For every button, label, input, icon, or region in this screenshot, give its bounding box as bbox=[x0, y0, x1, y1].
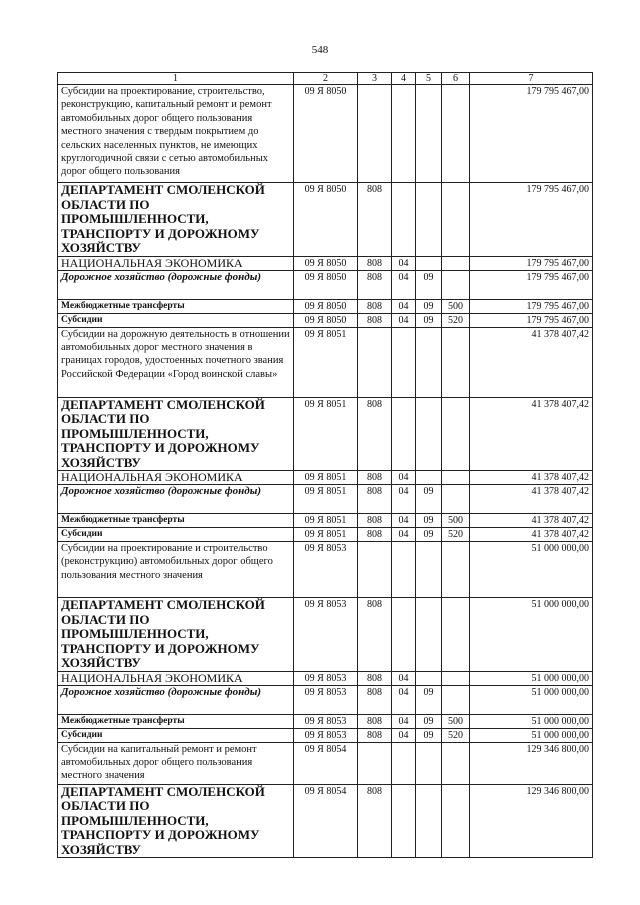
row-section-cell: 04 bbox=[392, 313, 416, 327]
row-section-cell: 04 bbox=[392, 514, 416, 528]
row-csr-cell: 09 Я 8053 bbox=[294, 671, 358, 685]
table-row bbox=[58, 528, 593, 542]
row-section-cell bbox=[392, 327, 416, 397]
row-amount-cell: 129 346 800,00 bbox=[470, 742, 593, 784]
column-header-expense-type: 6 bbox=[442, 73, 470, 85]
row-subsection-cell: 09 bbox=[416, 528, 442, 542]
row-name-cell: ДЕПАРТАМЕНТ СМОЛЕНСКОЙ ОБЛАСТИ ПО ПРОМЫШЛЕННОСТИ, ТРАНСПОРТУ И ДОРОЖНОМУ ХОЗЯЙСТВУ bbox=[58, 598, 294, 672]
row-expense-type-cell: 520 bbox=[442, 728, 470, 742]
row-amount-cell: 129 346 800,00 bbox=[470, 784, 593, 858]
row-amount-cell: 179 795 467,00 bbox=[470, 270, 593, 299]
row-expense-type-cell: 520 bbox=[442, 528, 470, 542]
table-row bbox=[58, 514, 593, 528]
row-expense-type-cell bbox=[442, 256, 470, 270]
row-expense-type-cell bbox=[442, 471, 470, 485]
row-subsection-cell bbox=[416, 397, 442, 471]
row-name-cell: Субсидии bbox=[58, 728, 294, 742]
row-section-cell: 04 bbox=[392, 299, 416, 313]
row-section-cell bbox=[392, 784, 416, 858]
row-section-cell bbox=[392, 397, 416, 471]
row-grbs-cell: 808 bbox=[358, 485, 392, 514]
row-expense-type-cell: 500 bbox=[442, 514, 470, 528]
row-expense-type-cell bbox=[442, 85, 470, 183]
row-csr-cell: 09 Я 8050 bbox=[294, 270, 358, 299]
row-name-cell: ДЕПАРТАМЕНТ СМОЛЕНСКОЙ ОБЛАСТИ ПО ПРОМЫШЛЕННОСТИ, ТРАНСПОРТУ И ДОРОЖНОМУ ХОЗЯЙСТВУ bbox=[58, 183, 294, 257]
column-header-subsection: 5 bbox=[416, 73, 442, 85]
table-row bbox=[58, 85, 593, 183]
row-subsection-cell bbox=[416, 471, 442, 485]
row-grbs-cell: 808 bbox=[358, 714, 392, 728]
row-amount-cell: 51 000 000,00 bbox=[470, 728, 593, 742]
table-row bbox=[58, 784, 593, 858]
row-subsection-cell: 09 bbox=[416, 714, 442, 728]
row-subsection-cell: 09 bbox=[416, 299, 442, 313]
row-grbs-cell bbox=[358, 542, 392, 598]
table-row bbox=[58, 685, 593, 714]
row-csr-cell: 09 Я 8053 bbox=[294, 728, 358, 742]
row-subsection-cell: 09 bbox=[416, 728, 442, 742]
row-expense-type-cell bbox=[442, 542, 470, 598]
table-row bbox=[58, 270, 593, 299]
row-section-cell bbox=[392, 598, 416, 672]
row-section-cell: 04 bbox=[392, 671, 416, 685]
column-header-section: 4 bbox=[392, 73, 416, 85]
row-name-cell: НАЦИОНАЛЬНАЯ ЭКОНОМИКА bbox=[58, 671, 294, 685]
row-subsection-cell bbox=[416, 671, 442, 685]
row-csr-cell: 09 Я 8051 bbox=[294, 528, 358, 542]
row-name-cell: НАЦИОНАЛЬНАЯ ЭКОНОМИКА bbox=[58, 471, 294, 485]
row-grbs-cell bbox=[358, 85, 392, 183]
budget-table bbox=[57, 72, 593, 858]
row-csr-cell: 09 Я 8050 bbox=[294, 85, 358, 183]
row-section-cell bbox=[392, 85, 416, 183]
row-grbs-cell: 808 bbox=[358, 270, 392, 299]
row-section-cell: 04 bbox=[392, 471, 416, 485]
row-subsection-cell bbox=[416, 183, 442, 257]
row-csr-cell: 09 Я 8051 bbox=[294, 485, 358, 514]
row-section-cell bbox=[392, 742, 416, 784]
row-section-cell: 04 bbox=[392, 485, 416, 514]
row-csr-cell: 09 Я 8051 bbox=[294, 514, 358, 528]
row-name-cell: Дорожное хозяйство (дорожные фонды) bbox=[58, 270, 294, 299]
row-csr-cell: 09 Я 8050 bbox=[294, 256, 358, 270]
row-expense-type-cell bbox=[442, 183, 470, 257]
row-csr-cell: 09 Я 8050 bbox=[294, 313, 358, 327]
row-subsection-cell: 09 bbox=[416, 270, 442, 299]
row-grbs-cell: 808 bbox=[358, 514, 392, 528]
row-grbs-cell: 808 bbox=[358, 299, 392, 313]
row-grbs-cell: 808 bbox=[358, 256, 392, 270]
row-grbs-cell: 808 bbox=[358, 784, 392, 858]
page-number: 548 bbox=[311, 44, 329, 56]
table-row bbox=[58, 256, 593, 270]
row-amount-cell: 41 378 407,42 bbox=[470, 485, 593, 514]
row-name-cell: Дорожное хозяйство (дорожные фонды) bbox=[58, 685, 294, 714]
row-section-cell: 04 bbox=[392, 270, 416, 299]
row-csr-cell: 09 Я 8050 bbox=[294, 299, 358, 313]
row-grbs-cell: 808 bbox=[358, 598, 392, 672]
row-name-cell: НАЦИОНАЛЬНАЯ ЭКОНОМИКА bbox=[58, 256, 294, 270]
row-section-cell bbox=[392, 183, 416, 257]
row-name-cell: ДЕПАРТАМЕНТ СМОЛЕНСКОЙ ОБЛАСТИ ПО ПРОМЫШЛЕННОСТИ, ТРАНСПОРТУ И ДОРОЖНОМУ ХОЗЯЙСТВУ bbox=[58, 397, 294, 471]
row-grbs-cell: 808 bbox=[358, 183, 392, 257]
row-subsection-cell bbox=[416, 542, 442, 598]
row-expense-type-cell bbox=[442, 397, 470, 471]
row-section-cell: 04 bbox=[392, 714, 416, 728]
row-expense-type-cell bbox=[442, 784, 470, 858]
row-grbs-cell: 808 bbox=[358, 528, 392, 542]
row-name-cell: Субсидии bbox=[58, 528, 294, 542]
table-row bbox=[58, 542, 593, 598]
row-name-cell: Межбюджетные трансферты bbox=[58, 514, 294, 528]
row-amount-cell: 179 795 467,00 bbox=[470, 313, 593, 327]
row-csr-cell: 09 Я 8053 bbox=[294, 598, 358, 672]
row-grbs-cell: 808 bbox=[358, 397, 392, 471]
row-amount-cell: 179 795 467,00 bbox=[470, 183, 593, 257]
row-expense-type-cell bbox=[442, 270, 470, 299]
row-subsection-cell bbox=[416, 327, 442, 397]
table-row bbox=[58, 183, 593, 257]
column-header-csr: 2 bbox=[294, 73, 358, 85]
row-name-cell: Субсидии на дорожную деятельность в отношении автомобильных дорог местного значения в границах городов, удостоенных почетного звания Российской Федерации «Город воинской славы» bbox=[58, 327, 294, 397]
row-name-cell: Субсидии на капитальный ремонт и ремонт автомобильных дорог общего пользования местного значения bbox=[58, 742, 294, 784]
row-csr-cell: 09 Я 8051 bbox=[294, 397, 358, 471]
row-amount-cell: 179 795 467,00 bbox=[470, 256, 593, 270]
row-subsection-cell bbox=[416, 85, 442, 183]
row-subsection-cell bbox=[416, 742, 442, 784]
table-row bbox=[58, 714, 593, 728]
table-row bbox=[58, 671, 593, 685]
column-header-name: 1 bbox=[58, 73, 294, 85]
row-expense-type-cell bbox=[442, 485, 470, 514]
row-amount-cell: 51 000 000,00 bbox=[470, 714, 593, 728]
row-section-cell bbox=[392, 542, 416, 598]
row-subsection-cell: 09 bbox=[416, 485, 442, 514]
table-row bbox=[58, 327, 593, 397]
row-amount-cell: 41 378 407,42 bbox=[470, 514, 593, 528]
row-csr-cell: 09 Я 8053 bbox=[294, 685, 358, 714]
table-row bbox=[58, 598, 593, 672]
row-expense-type-cell: 500 bbox=[442, 299, 470, 313]
row-amount-cell: 41 378 407,42 bbox=[470, 327, 593, 397]
row-name-cell: Межбюджетные трансферты bbox=[58, 714, 294, 728]
row-grbs-cell bbox=[358, 327, 392, 397]
row-expense-type-cell bbox=[442, 742, 470, 784]
row-expense-type-cell: 500 bbox=[442, 714, 470, 728]
row-amount-cell: 41 378 407,42 bbox=[470, 528, 593, 542]
row-expense-type-cell: 520 bbox=[442, 313, 470, 327]
row-grbs-cell: 808 bbox=[358, 728, 392, 742]
table-row bbox=[58, 299, 593, 313]
table-row bbox=[58, 397, 593, 471]
row-subsection-cell: 09 bbox=[416, 514, 442, 528]
row-name-cell: Субсидии bbox=[58, 313, 294, 327]
row-grbs-cell: 808 bbox=[358, 685, 392, 714]
row-name-cell: Субсидии на проектирование и строительство (реконструкцию) автомобильных дорог общего пользования местного значения bbox=[58, 542, 294, 598]
table-row bbox=[58, 485, 593, 514]
row-subsection-cell bbox=[416, 784, 442, 858]
row-amount-cell: 41 378 407,42 bbox=[470, 471, 593, 485]
row-amount-cell: 51 000 000,00 bbox=[470, 671, 593, 685]
row-amount-cell: 51 000 000,00 bbox=[470, 598, 593, 672]
row-csr-cell: 09 Я 8051 bbox=[294, 327, 358, 397]
row-expense-type-cell bbox=[442, 685, 470, 714]
row-amount-cell: 179 795 467,00 bbox=[470, 299, 593, 313]
row-section-cell: 04 bbox=[392, 256, 416, 270]
table-row bbox=[58, 313, 593, 327]
row-amount-cell: 179 795 467,00 bbox=[470, 85, 593, 183]
row-csr-cell: 09 Я 8054 bbox=[294, 784, 358, 858]
table-row bbox=[58, 742, 593, 784]
column-header-grbs: 3 bbox=[358, 73, 392, 85]
table-row bbox=[58, 471, 593, 485]
row-grbs-cell bbox=[358, 742, 392, 784]
row-csr-cell: 09 Я 8051 bbox=[294, 471, 358, 485]
row-name-cell: Межбюджетные трансферты bbox=[58, 299, 294, 313]
row-grbs-cell: 808 bbox=[358, 313, 392, 327]
row-section-cell: 04 bbox=[392, 685, 416, 714]
row-grbs-cell: 808 bbox=[358, 471, 392, 485]
row-subsection-cell bbox=[416, 256, 442, 270]
row-expense-type-cell bbox=[442, 671, 470, 685]
header-row bbox=[58, 73, 593, 85]
row-subsection-cell bbox=[416, 598, 442, 672]
row-expense-type-cell bbox=[442, 598, 470, 672]
row-expense-type-cell bbox=[442, 327, 470, 397]
row-name-cell: Дорожное хозяйство (дорожные фонды) bbox=[58, 485, 294, 514]
row-section-cell: 04 bbox=[392, 528, 416, 542]
row-name-cell: Субсидии на проектирование, строительство, реконструкцию, капитальный ремонт и ремонт автомобильных дорог общего пользования местного значения с твердым покрытием до сельских населенных пунктов, не имеющих круглогодичной связи с сетью автомобильных дорог общего пользования bbox=[58, 85, 294, 183]
table-row bbox=[58, 728, 593, 742]
row-amount-cell: 41 378 407,42 bbox=[470, 397, 593, 471]
row-amount-cell: 51 000 000,00 bbox=[470, 685, 593, 714]
row-csr-cell: 09 Я 8053 bbox=[294, 714, 358, 728]
column-header-amount: 7 bbox=[470, 73, 593, 85]
row-grbs-cell: 808 bbox=[358, 671, 392, 685]
row-subsection-cell: 09 bbox=[416, 313, 442, 327]
row-section-cell: 04 bbox=[392, 728, 416, 742]
row-name-cell: ДЕПАРТАМЕНТ СМОЛЕНСКОЙ ОБЛАСТИ ПО ПРОМЫШЛЕННОСТИ, ТРАНСПОРТУ И ДОРОЖНОМУ ХОЗЯЙСТВУ bbox=[58, 784, 294, 858]
row-amount-cell: 51 000 000,00 bbox=[470, 542, 593, 598]
row-csr-cell: 09 Я 8053 bbox=[294, 542, 358, 598]
row-csr-cell: 09 Я 8050 bbox=[294, 183, 358, 257]
row-csr-cell: 09 Я 8054 bbox=[294, 742, 358, 784]
row-subsection-cell: 09 bbox=[416, 685, 442, 714]
